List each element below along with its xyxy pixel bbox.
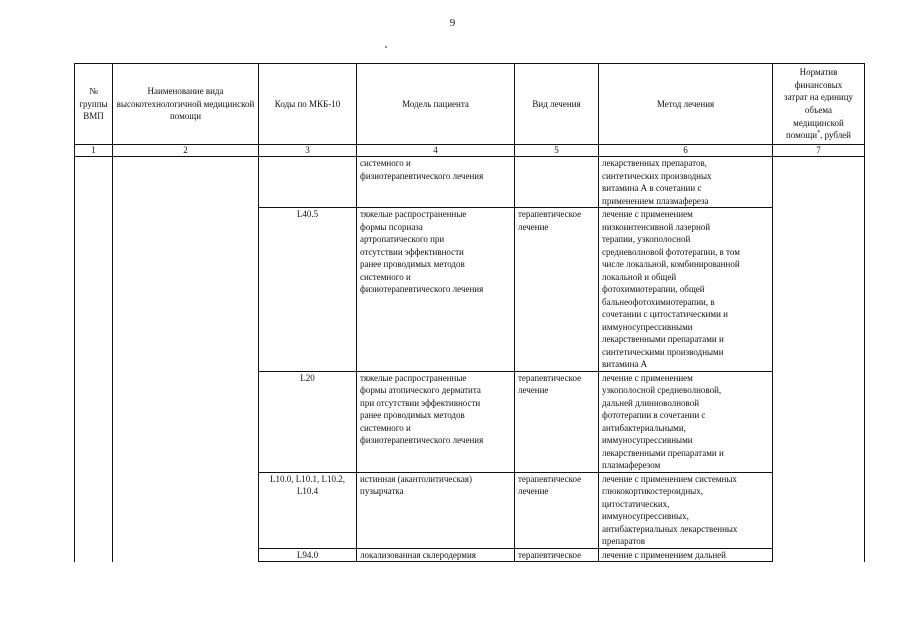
- care-type-cell: [113, 157, 259, 562]
- header-cost-standard-text: Норматив финансовых затрат на единицу объема медицинской помощи: [783, 67, 854, 141]
- table-row: [75, 157, 865, 208]
- treatment-type-cell: терапевтическое лечение: [515, 208, 599, 372]
- treatment-method-cell: лечение с применением низкоинтенсивной лазерной терапии, узкополосной средневолновой фототерапии, в том числе локальной, комбинированной локальной и общей фотохимиотерапии, общей бальнеофотохимиотерапии, в сочетании с цитостатическими и иммуносупрессивными лекарственными препаратами и синтетическими производными витамина А: [599, 208, 773, 372]
- scan-speck: [385, 46, 387, 48]
- column-number: 3: [259, 145, 357, 157]
- header-cost-standard: [773, 64, 865, 145]
- header-group-number: № группы ВМП: [75, 64, 113, 145]
- patient-model-cell: локализованная склеродермия: [357, 548, 515, 562]
- column-number: 1: [75, 145, 113, 157]
- header-treatment-method: Метод лечения: [599, 64, 773, 145]
- header-row: [75, 64, 865, 145]
- column-number: 5: [515, 145, 599, 157]
- treatment-type-cell: [515, 157, 599, 208]
- header-patient-model: Модель пациента: [357, 64, 515, 145]
- header-icd-codes: Коды по МКБ-10: [259, 64, 357, 145]
- header-cost-standard-unit: , рублей: [820, 130, 851, 141]
- treatment-method-cell: лекарственных препаратов, синтетических производных витамина А в сочетании с применением плазмафереза: [599, 157, 773, 208]
- treatment-type-cell: терапевтическое лечение: [515, 472, 599, 548]
- icd-code-cell: L40.5: [259, 208, 357, 372]
- header-treatment-type: Вид лечения: [515, 64, 599, 145]
- column-number: 6: [599, 145, 773, 157]
- page-number: 9: [449, 17, 456, 29]
- patient-model-cell: истинная (акантолитическая) пузырчатка: [357, 472, 515, 548]
- treatment-method-cell: лечение с применением дальней: [599, 548, 773, 562]
- vmp-table: [74, 63, 865, 562]
- column-number: 7: [773, 145, 865, 157]
- group-number-cell: [75, 157, 113, 562]
- treatment-type-cell: терапевтическое лечение: [515, 371, 599, 472]
- column-number: 2: [113, 145, 259, 157]
- icd-code-cell: [259, 157, 357, 208]
- cost-standard-cell: [773, 157, 865, 562]
- footnote-mark: *: [817, 130, 821, 137]
- patient-model-cell: тяжелые распространенные формы атопического дерматита при отсутствии эффективности ранее проводимых методов системного и физиотерапевтического лечения: [357, 371, 515, 472]
- icd-code-cell: L20: [259, 371, 357, 472]
- header-care-type: Наименование вида высокотехнологичной медицинской помощи: [113, 64, 259, 145]
- patient-model-cell: тяжелые распространенные формы псориаза артропатического при отсутствии эффективности ранее проводимых методов системного и физиотерапевтического лечения: [357, 208, 515, 372]
- treatment-method-cell: лечение с применением системных глюкокортикостероидных, цитостатических, иммуносупрессивных, антибактериальных лекарственных препаратов: [599, 472, 773, 548]
- column-number: 4: [357, 145, 515, 157]
- column-number-row: [75, 145, 865, 157]
- treatment-type-cell: терапевтическое: [515, 548, 599, 562]
- treatment-method-cell: лечение с применением узкополосной средневолновой, дальней длинноволновой фототерапии в сочетании с антибактериальными, иммуносупрессивными лекарственными препаратами и плазмаферезом: [599, 371, 773, 472]
- icd-code-cell: L10.0, L10.1, L10.2, L10.4: [259, 472, 357, 548]
- icd-code-cell: L94.0: [259, 548, 357, 562]
- patient-model-cell: системного и физиотерапевтического лечения: [357, 157, 515, 208]
